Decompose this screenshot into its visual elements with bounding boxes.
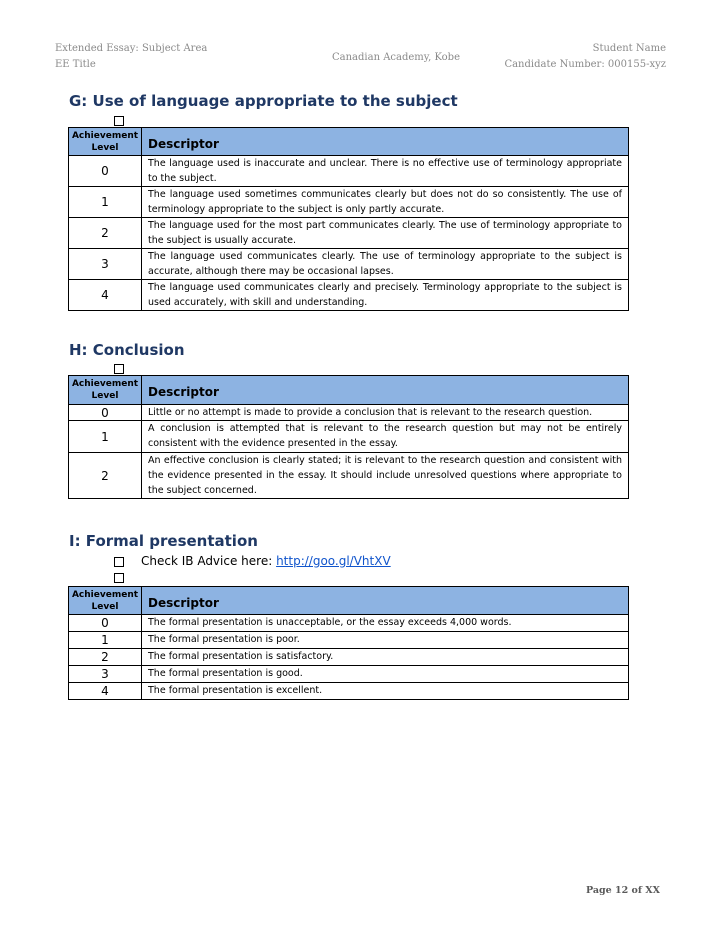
level-value: 1: [69, 187, 142, 218]
table-row: [69, 187, 629, 218]
descriptor-text: The formal presentation is unacceptable, or the essay exceeds 4,000 words.: [142, 615, 629, 632]
section-h-table: [68, 375, 629, 499]
descriptor-text: The formal presentation is excellent.: [142, 683, 629, 700]
table-row: [69, 632, 629, 649]
section-i-checkbox-1[interactable]: [114, 557, 124, 567]
descriptor-text: An effective conclusion is clearly stated; it is relevant to the research question and consistent with the evidence presented in the essay. It should include unresolved questions where appropriate to the subject concerned.: [142, 453, 629, 499]
descriptor-text: The formal presentation is good.: [142, 666, 629, 683]
table-row: [69, 615, 629, 632]
descriptor-text: The language used communicates clearly and precisely. Terminology appropriate to the subject is used accurately, with skill and understanding.: [142, 280, 629, 311]
level-value: 3: [69, 249, 142, 280]
descriptor-text: The language used for the most part communicates clearly. The use of terminology appropriate to the subject is usually accurate.: [142, 218, 629, 249]
level-column-header: Achievement Level: [69, 128, 142, 156]
header-school: Canadian Academy, Kobe: [332, 52, 461, 63]
descriptor-column-header: Descriptor: [142, 587, 629, 615]
descriptor-column-header: Descriptor: [142, 376, 629, 405]
table-row: [69, 649, 629, 666]
section-h-title: H: Conclusion: [69, 341, 185, 359]
header-student-name: Student Name: [592, 43, 666, 54]
level-value: 3: [69, 666, 142, 683]
table-row: [69, 218, 629, 249]
table-row: [69, 156, 629, 187]
level-column-header: Achievement Level: [69, 376, 142, 405]
table-row: [69, 249, 629, 280]
table-row: [69, 453, 629, 499]
table-row: [69, 405, 629, 421]
header-candidate-number: Candidate Number: 000155-xyz: [504, 59, 666, 70]
table-row: [69, 683, 629, 700]
ib-advice-note: [141, 554, 391, 568]
descriptor-text: The language used is inaccurate and unclear. There is no effective use of terminology appropriate to the subject.: [142, 156, 629, 187]
descriptor-text: Little or no attempt is made to provide a conclusion that is relevant to the research question.: [142, 405, 629, 421]
ib-advice-text: Check IB Advice here:: [141, 554, 277, 568]
ib-advice-link[interactable]: http://goo.gl/VhtXV: [276, 554, 391, 568]
descriptor-text: A conclusion is attempted that is relevant to the research question but may not be entirely consistent with the evidence presented in the essay.: [142, 421, 629, 453]
level-value: 2: [69, 218, 142, 249]
table-row: [69, 280, 629, 311]
section-g-checkbox[interactable]: [114, 116, 124, 126]
section-g-table: [68, 127, 629, 311]
level-value: 4: [69, 683, 142, 700]
section-h-checkbox[interactable]: [114, 364, 124, 374]
section-i-table: [68, 586, 629, 700]
header-subject-area: Extended Essay: Subject Area: [55, 43, 208, 54]
descriptor-text: The formal presentation is satisfactory.: [142, 649, 629, 666]
level-column-header: Achievement Level: [69, 587, 142, 615]
descriptor-column-header: Descriptor: [142, 128, 629, 156]
table-row: [69, 666, 629, 683]
descriptor-text: The language used sometimes communicates clearly but does not do so consistently. The use of terminology appropriate to the subject is only partly accurate.: [142, 187, 629, 218]
level-value: 1: [69, 632, 142, 649]
level-value: 0: [69, 405, 142, 421]
level-value: 2: [69, 453, 142, 499]
header-ee-title: EE Title: [55, 59, 96, 70]
level-value: 2: [69, 649, 142, 666]
table-row: [69, 421, 629, 453]
section-g-title: G: Use of language appropriate to the subject: [69, 92, 458, 110]
descriptor-text: The language used communicates clearly. The use of terminology appropriate to the subject is accurate, although there may be occasional lapses.: [142, 249, 629, 280]
level-value: 4: [69, 280, 142, 311]
section-i-title: I: Formal presentation: [69, 532, 258, 550]
page-number: Page 12 of XX: [585, 885, 660, 896]
level-value: 0: [69, 156, 142, 187]
descriptor-text: The formal presentation is poor.: [142, 632, 629, 649]
section-i-checkbox-2[interactable]: [114, 573, 124, 583]
level-value: 0: [69, 615, 142, 632]
level-value: 1: [69, 421, 142, 453]
